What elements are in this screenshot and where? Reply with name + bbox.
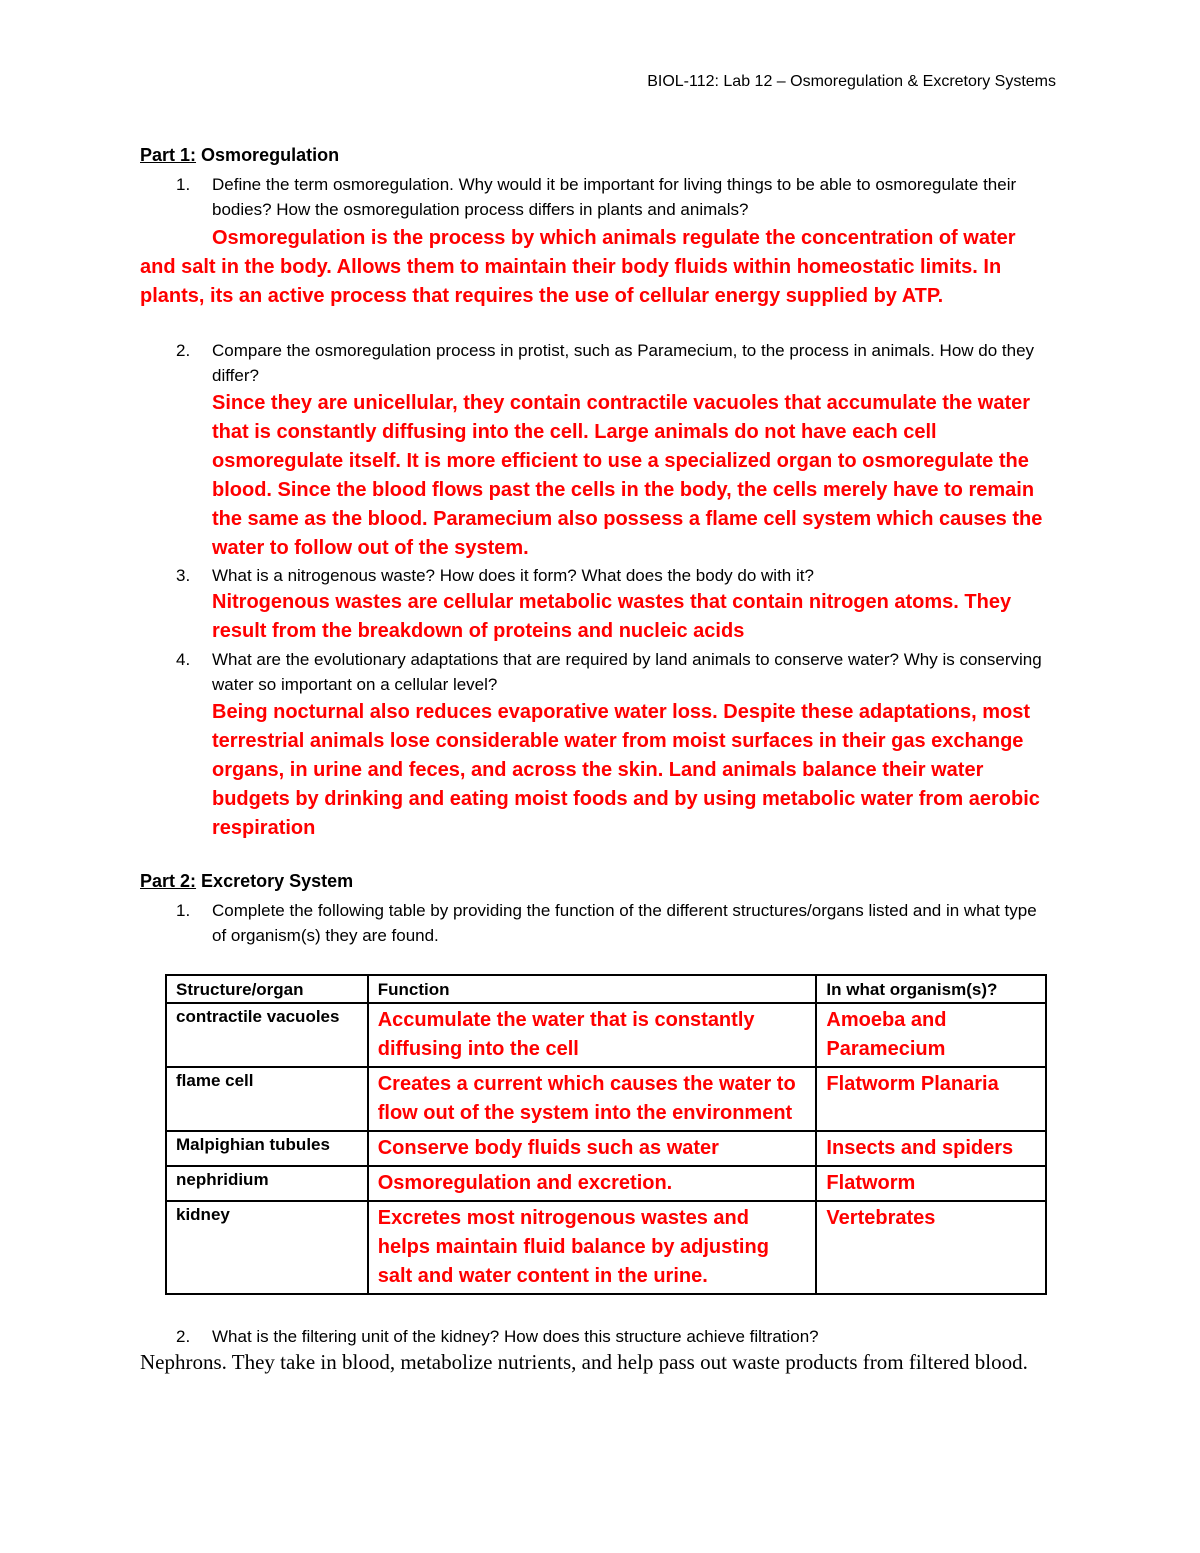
function-cell: Creates a current which causes the water to flow out of the system into the environment bbox=[368, 1067, 817, 1131]
table-header-cell: In what organism(s)? bbox=[816, 975, 1046, 1003]
question-number: 3. bbox=[176, 566, 191, 585]
question-text: Define the term osmoregulation. Why would it be important for living things to be able to osmoregulate their bodies? How the osmoregulation process differs in plants and animals? bbox=[212, 175, 1017, 219]
table-row bbox=[166, 1067, 1046, 1131]
question-text: Compare the osmoregulation process in protist, such as Paramecium, to the process in animals. How do they differ? bbox=[212, 341, 1035, 385]
table-row bbox=[166, 1131, 1046, 1166]
structure-cell: flame cell bbox=[166, 1067, 368, 1131]
table-row bbox=[166, 1201, 1046, 1294]
organism-cell: Flatworm Planaria bbox=[816, 1067, 1046, 1131]
part2-label: Part 2: bbox=[140, 871, 197, 891]
function-cell: Excretes most nitrogenous wastes and helps maintain fluid balance by adjusting salt and water content in the urine. bbox=[368, 1201, 817, 1294]
answer-3: Nitrogenous wastes are cellular metabolic wastes that contain nitrogen atoms. They result from the breakdown of proteins and nucleic acids bbox=[212, 591, 1012, 642]
table-header-row bbox=[166, 975, 1046, 1003]
structure-cell: nephridium bbox=[166, 1166, 368, 1201]
part2-question-2 bbox=[176, 1324, 1046, 1349]
structure-cell: Malpighian tubules bbox=[166, 1131, 368, 1166]
question-2 bbox=[176, 338, 1046, 388]
structure-cell: kidney bbox=[166, 1201, 368, 1294]
part2-question-1 bbox=[176, 898, 1046, 948]
answer-2: Since they are unicellular, they contain contractile vacuoles that accumulate the water that is constantly diffusing into the cell. Large animals do not have each cell osmoregulate itself. It is more efficient to use a specialized organ to osmoregulate the blood. Since the blood flows past the cells in the body, the cells merely have to remain the same as the blood. Paramecium also possess a flame cell system which causes the water to follow out of the system. bbox=[212, 392, 1043, 559]
question-text: What is a nitrogenous waste? How does it form? What does the body do with it? bbox=[212, 566, 814, 585]
question-text: Complete the following table by providing the function of the different structures/organs listed and in what type of organism(s) they are found. bbox=[212, 901, 1037, 945]
table-row bbox=[166, 1003, 1046, 1067]
question-number: 1. bbox=[176, 901, 191, 920]
question-4 bbox=[176, 647, 1046, 697]
part1-heading bbox=[140, 145, 339, 166]
page-header: BIOL-112: Lab 12 – Osmoregulation & Excretory Systems bbox=[647, 73, 1056, 90]
question-number: 2. bbox=[176, 341, 191, 360]
question-1 bbox=[176, 172, 1046, 222]
organism-cell: Vertebrates bbox=[816, 1201, 1046, 1294]
organism-cell: Insects and spiders bbox=[816, 1131, 1046, 1166]
question-number: 1. bbox=[176, 175, 191, 194]
function-cell: Conserve body fluids such as water bbox=[368, 1131, 817, 1166]
part2-heading bbox=[140, 871, 353, 892]
question-text: What are the evolutionary adaptations that are required by land animals to conserve water? Why is conserving water so important on a cellular level? bbox=[212, 650, 1042, 694]
structure-cell: contractile vacuoles bbox=[166, 1003, 368, 1067]
structures-table bbox=[165, 974, 1047, 1295]
function-cell: Osmoregulation and excretion. bbox=[368, 1166, 817, 1201]
answer-1: Osmoregulation is the process by which animals regulate the concentration of water and salt in the body. Allows them to maintain their body fluids within homeostatic limits. In plants, its an active process that requires the use of cellular energy supplied by ATP. bbox=[140, 227, 1016, 307]
table-header-cell: Structure/organ bbox=[166, 975, 368, 1003]
answer-4: Being nocturnal also reduces evaporative water loss. Despite these adaptations, most terrestrial animals lose considerable water from moist surfaces in their gas exchange organs, in urine and feces, and across the skin. Land animals balance their water budgets by drinking and eating moist foods and by using metabolic water from aerobic respiration bbox=[212, 701, 1040, 839]
part1-title: Osmoregulation bbox=[201, 145, 340, 165]
organism-cell: Amoeba and Paramecium bbox=[816, 1003, 1046, 1067]
question-text: What is the filtering unit of the kidney? How does this structure achieve filtration? bbox=[212, 1327, 819, 1346]
question-3 bbox=[176, 563, 1046, 588]
question-number: 2. bbox=[176, 1327, 191, 1346]
question-number: 4. bbox=[176, 650, 191, 669]
organism-cell: Flatworm bbox=[816, 1166, 1046, 1201]
part2-title: Excretory System bbox=[201, 871, 354, 891]
function-cell: Accumulate the water that is constantly diffusing into the cell bbox=[368, 1003, 817, 1067]
table-header-cell: Function bbox=[368, 975, 817, 1003]
part2-answer-2: Nephrons. They take in blood, metabolize nutrients, and help pass out waste products from filtered blood. bbox=[140, 1350, 1028, 1374]
table-row bbox=[166, 1166, 1046, 1201]
part1-label: Part 1: bbox=[140, 145, 197, 165]
